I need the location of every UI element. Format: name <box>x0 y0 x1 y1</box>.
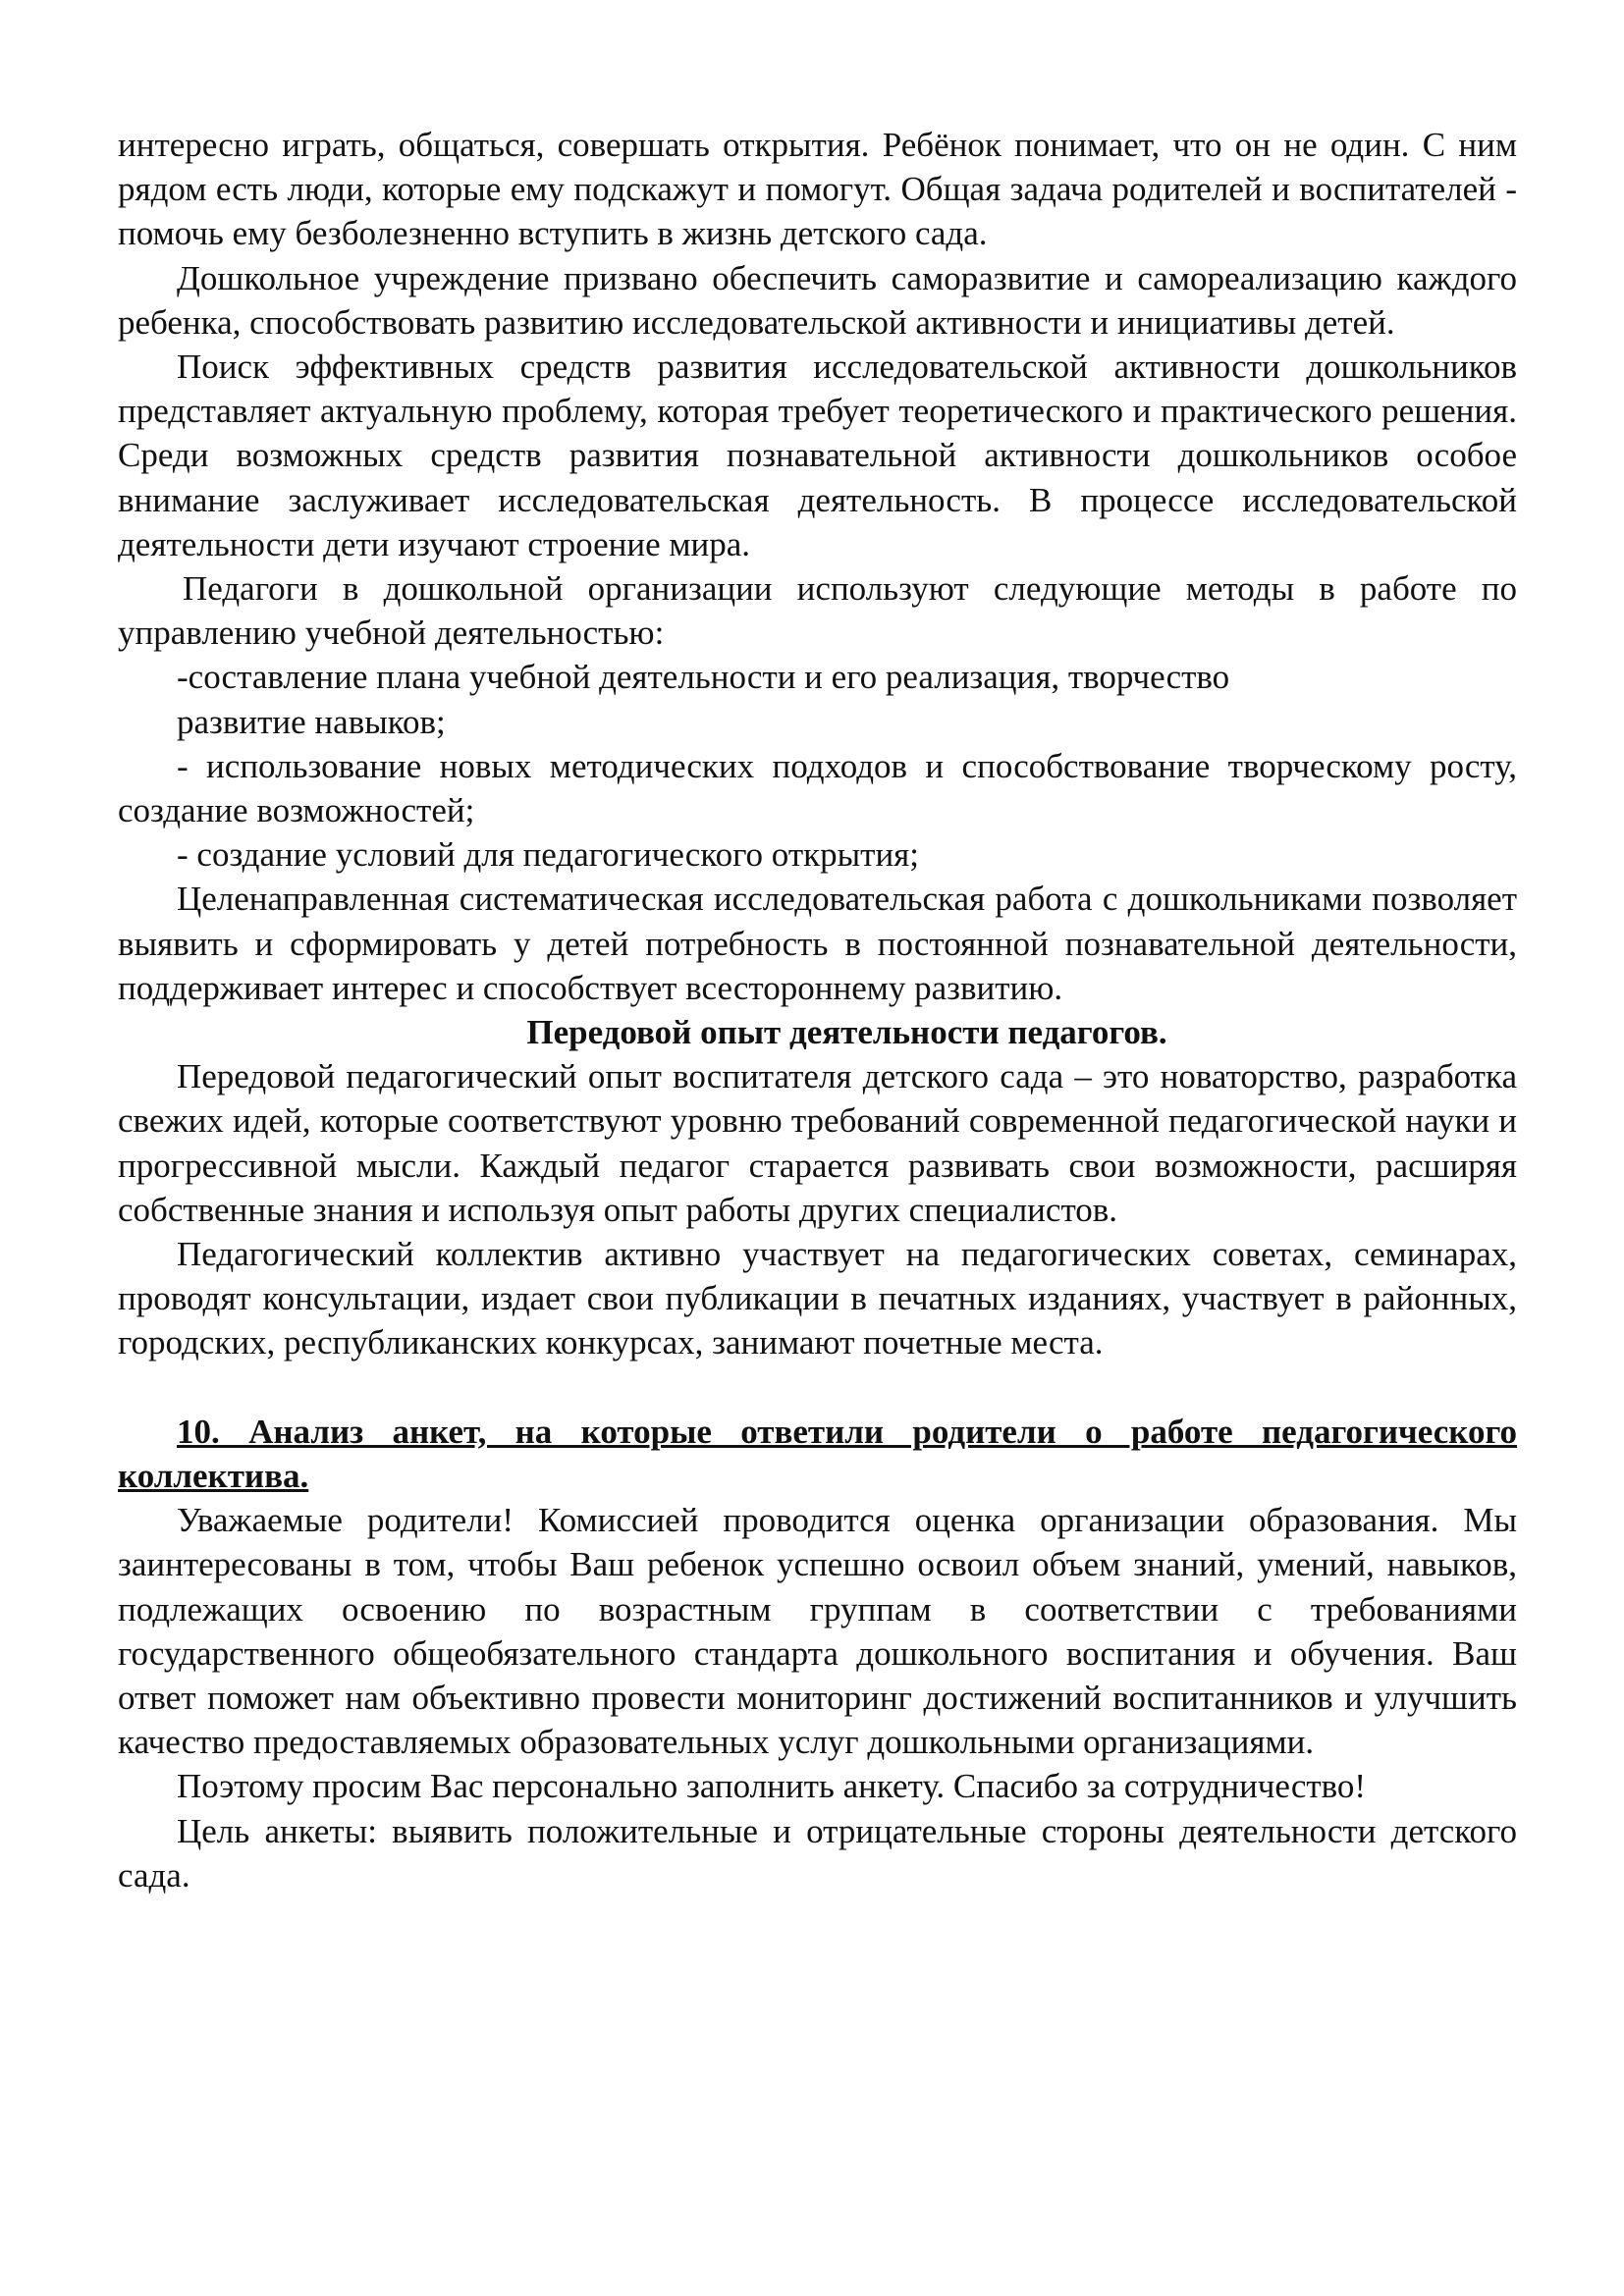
list-item-plan: -составление плана учебной деятельности и его реализация, творчество <box>177 658 1230 697</box>
paragraph-preschool-purpose: Дошкольное учреждение призвано обеспечить саморазвитие и самореализацию каждого ребенка, способствовать развитию исследовательской активности и инициативы детей. <box>118 258 1517 342</box>
paragraph-request: Поэтому просим Вас персонально заполнить анкету. Спасибо за сотрудничество! <box>177 1767 1367 1806</box>
paragraph-research-activity: Поиск эффективных средств развития исследовательской активности дошкольников представляет актуальную проблему, которая требует теоретического и практического решения. Среди возможных средств развития познавательной активности дошкольников особое внимание заслуживает исследовательская деятельность. В процессе исследовательской деятельности дети изучают строение мира. <box>118 347 1517 563</box>
heading-advanced-experience: Передовой опыт деятельности педагогов. <box>526 1013 1167 1052</box>
paragraph-gap <box>118 1365 1517 1410</box>
list-item-new-methods: - использование новых методических подходов и способствование творческому росту, создание возможностей; <box>118 746 1517 830</box>
paragraph-teacher-methods: Педагоги в дошкольной организации используют следующие методы в работе по управлению учебной деятельностью: <box>118 569 1517 653</box>
section-title-survey-analysis: 10. Анализ анкет, на которые ответили родители о работе педагогического коллектива. <box>118 1412 1517 1495</box>
paragraph-survey-goal: Цель анкеты: выявить положительные и отрицательные стороны деятельности детского сада. <box>118 1811 1517 1895</box>
list-item-conditions: - создание условий для педагогического открытия; <box>177 835 920 875</box>
paragraph-intro-continued: интересно играть, общаться, совершать открытия. Ребёнок понимает, что он не один. С ним рядом есть люди, которые ему подскажут и помогут. Общая задача родителей и воспитателей - помочь ему безболезненно вступить в жизнь детского сада. <box>118 126 1517 253</box>
paragraph-dear-parents: Уважаемые родители! Комиссией проводится оценка организации образования. Мы заинтересованы в том, чтобы Ваш ребенок успешно освоил объем знаний, умений, навыков, подлежащих освоению по возрастным группам в соответствии с требованиями государственного общеобязательного стандарта дошкольного воспитания и обучения. Ваш ответ поможет нам объективно провести мониторинг достижений воспитанников и улучшить качество предоставляемых образовательных услуг дошкольными организациями. <box>118 1501 1517 1762</box>
list-item-plan-continued: развитие навыков; <box>177 702 446 741</box>
paragraph-collective: Педагогический коллектив активно участвует на педагогических советах, семинарах, проводят консультации, издает свои публикации в печатных изданиях, участвует в районных, городских, республиканских конкурсах, занимают почетные места. <box>118 1235 1517 1362</box>
paragraph-systematic-work: Целенаправленная систематическая исследовательская работа с дошкольниками позволяет выявить и сформировать у детей потребность в постоянной познавательной деятельности, поддерживает интерес и способствует всестороннему развитию. <box>118 880 1517 1007</box>
document-page <box>118 123 1517 1897</box>
paragraph-advanced-experience: Передовой педагогический опыт воспитателя детского сада – это новаторство, разработка свежих идей, которые соответствуют уровню требований современной педагогической науки и прогрессивной мысли. Каждый педагог старается развивать свои возможности, расширяя собственные знания и используя опыт работы других специалистов. <box>118 1057 1517 1229</box>
